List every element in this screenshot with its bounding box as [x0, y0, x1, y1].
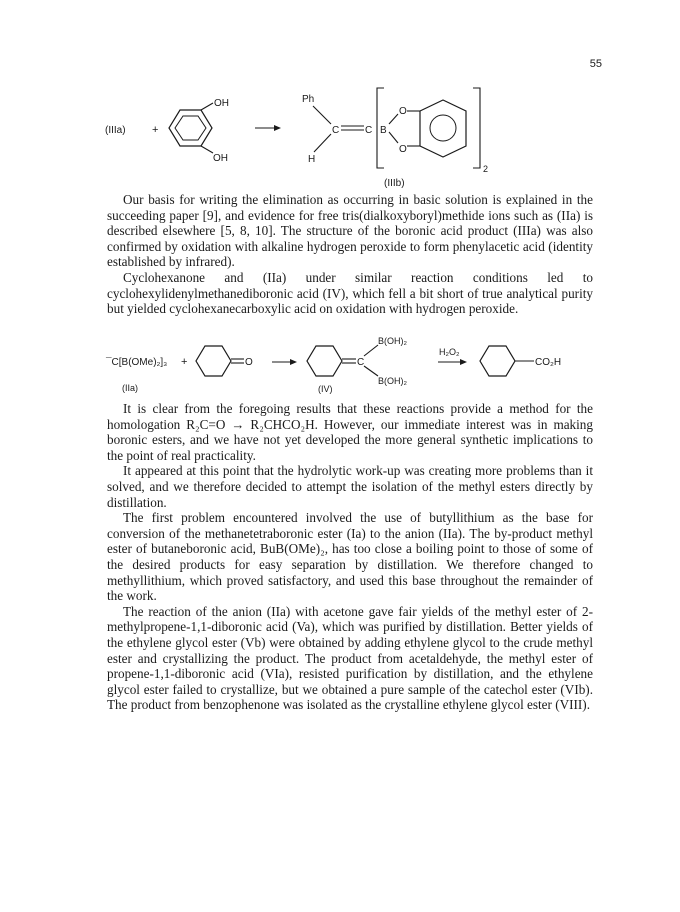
paragraph-workup: It appeared at this point that the hydrolytic work-up was creating more problems than it solved, and we therefore decided to attempt the isolation of the methyl esters directly by distillation.	[107, 463, 593, 510]
aromatic-circle	[430, 115, 456, 141]
arrowhead-1	[274, 125, 281, 131]
paragraph-cyclohexanone: Cyclohexanone and (IIa) under similar reaction conditions led to cyclohexylidenylmethanediboronic acid (IV), which fell a bit short of true analytical purity but yielded cyclohexanecarboxylic acid on oxidation with hydrogen peroxide.	[107, 269, 593, 317]
methide-reagent: ¯C[B(OMe)₂]₃	[106, 357, 168, 368]
boronic-acid-bottom: B(OH)₂	[378, 376, 407, 386]
boronic-acid-top: B(OH)₂	[378, 336, 407, 346]
plus-sign-2: +	[181, 356, 188, 368]
page-number: 55	[589, 58, 602, 70]
oh-bond-bottom	[201, 146, 213, 153]
arrowhead-2	[290, 359, 297, 365]
oxidant-label: H₂O₂	[439, 347, 460, 357]
methylene-carbon: C	[357, 357, 365, 368]
arrowhead-3	[460, 359, 467, 365]
boron-label: B	[380, 125, 387, 136]
c-b-bond-top	[364, 345, 378, 356]
phenyl-label: Ph	[302, 94, 315, 105]
b-o-bond-bottom	[389, 132, 398, 143]
cyclohexanone-ring	[196, 346, 231, 376]
product-label: (IIIb)	[384, 178, 405, 189]
carbon-right: C	[365, 125, 373, 136]
product-iv-label: (IV)	[318, 384, 333, 394]
oxygen-top: O	[399, 106, 407, 117]
paragraph-homologation: It is clear from the foregoing results that these reactions provide a method for the homologation R₂C=O → R₂CHCO₂H. However, our immediate interest was in making boronic esters, and we have not yet developed the more general synthetic implications to the point of real practicality.	[107, 401, 593, 463]
paragraph-elimination: Our basis for writing the elimination as occurring in basic solution is explained in the succeeding paper [9], and evidence for free tris(dialkoxyboryl)methide ions such as (IIa) is described elsewhere [5, 8, 10]. The structure of the boronic acid product (IIIa) was also confirmed by oxidation with alkaline hydrogen peroxide to form phenylacetic acid (identity established by infrared).	[107, 192, 593, 270]
bracket-subscript: 2	[483, 164, 489, 174]
paragraph-acetone: The reaction of the anion (IIa) with acetone gave fair yields of the methyl ester of 2-methylpropene-1,1-diboronic acid (Va), which was purified by distillation. Better yields of the ethylene glycol ester (Vb) were obtained by adding ethylene glycol to the crude methyl ester and crystallizing the product. The product from acetaldehyde, the methyl ester of propene-1,1-diboronic acid (VIa), resisted purification by distillation, and the ethylene glycol ester failed to crystallize, but we obtained a pure sample of the catechol ester (VIb). The product from benzophenone was isolated as the crystalline ethylene glycol ester (VIII).	[107, 603, 593, 713]
oxygen-bottom: O	[399, 144, 407, 155]
plus-sign: +	[152, 124, 159, 136]
oh-label-top: OH	[214, 98, 229, 109]
oh-bond-top	[201, 103, 213, 110]
h-bond	[314, 134, 331, 152]
ph-bond	[313, 106, 331, 124]
reactant-label: (IIIa)	[105, 125, 126, 136]
c-b-bond-bottom	[364, 366, 378, 376]
cyclohexane-ring	[480, 346, 515, 376]
catechol-inner-ring	[175, 116, 206, 140]
b-o-bond-top	[389, 114, 398, 124]
catecholate-benzene-ring	[420, 100, 466, 157]
oh-label-bottom: OH	[213, 153, 228, 164]
hydrogen-label: H	[308, 154, 316, 165]
paragraph-butyllithium: The first problem encountered involved the use of butyllithium as the base for conversion of the methanetetraboronic ester (Ia) to the anion (IIa). The by-product methyl ester of butaneboronic acid, BuB(OMe)₂, has too close a boiling point to those of some of the desired products for easy separation by distillation. We therefore changed to methyllithium, which proved satisfactory, and used this base throughout the remainder of the work.	[107, 510, 593, 604]
carbon-left: C	[332, 125, 340, 136]
carbonyl-oxygen: O	[245, 357, 253, 368]
paragraphs-bottom	[107, 401, 593, 713]
reaction-scheme-catechol	[0, 0, 680, 190]
bracket-left	[377, 88, 384, 168]
cyclohexylidene-ring	[307, 346, 342, 376]
carboxyl-group: CO₂H	[535, 357, 562, 368]
catechol-benzene-ring	[169, 110, 212, 146]
reagent-label: (IIa)	[122, 383, 139, 393]
paragraphs-top	[107, 192, 593, 317]
bracket-right	[473, 88, 480, 168]
